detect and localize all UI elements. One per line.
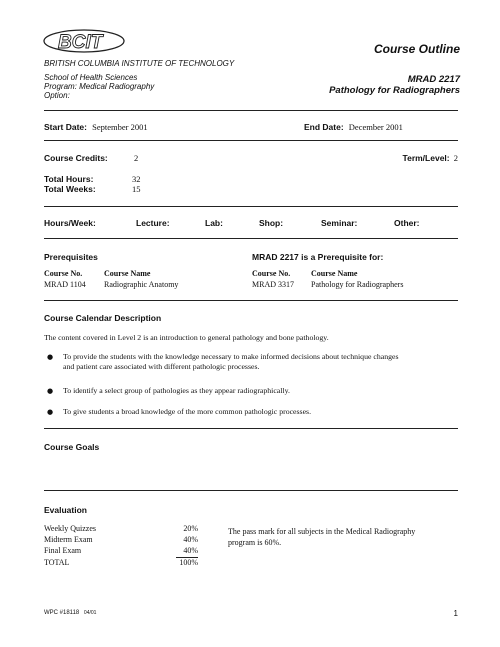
- weeks-value: 15: [132, 184, 141, 194]
- prereq-for-title: MRAD 2217 is a Prerequisite for:: [252, 252, 384, 262]
- divider: [44, 428, 458, 429]
- credits-label: Course Credits:: [44, 153, 108, 163]
- divider: [44, 206, 458, 207]
- description-intro: The content covered in Level 2 is an introduction to general pathology and bone pathology.: [44, 333, 329, 342]
- school-name: School of Health Sciences: [44, 73, 138, 82]
- hours-label: Total Hours:: [44, 174, 94, 184]
- eval-value: 40%: [183, 546, 198, 555]
- page-number: 1: [453, 609, 458, 618]
- bullet-1-line-1: To provide the students with the knowledge necessary to make informed decisions about technique changes: [63, 352, 399, 361]
- eval-label: Weekly Quizzes: [44, 524, 96, 533]
- bullet-icon: ●: [47, 353, 54, 361]
- bullet-icon: ●: [47, 387, 54, 395]
- prereq-row-no: MRAD 1104: [44, 280, 86, 289]
- footer-code-suffix: 04/01: [83, 610, 97, 616]
- evaluation-title: Evaluation: [44, 505, 87, 515]
- bcit-logo: [40, 26, 128, 62]
- divider: [44, 238, 458, 239]
- end-date: [304, 122, 403, 132]
- prereq-for-col-name: Course Name: [311, 269, 358, 278]
- bullet-2: To identify a select group of pathologies as they appear radiographically.: [63, 386, 290, 395]
- end-date-label: End Date:: [304, 122, 344, 132]
- hours-week-label: Hours/Week:: [44, 218, 96, 228]
- bullet-icon: ●: [47, 408, 54, 416]
- bullet-1-line-2: and patient care associated with different pathologic processes.: [63, 362, 260, 371]
- doc-type: Course Outline: [373, 42, 460, 56]
- bullet-3: To give students a broad knowledge of the more common pathologic processes.: [63, 407, 312, 416]
- goals-title: Course Goals: [44, 442, 100, 452]
- eval-label: Final Exam: [44, 546, 82, 555]
- start-date-value: September 2001: [92, 122, 148, 132]
- eval-label: TOTAL: [44, 558, 70, 567]
- lab-label: Lab:: [205, 218, 223, 228]
- divider: [44, 140, 458, 141]
- divider: [44, 300, 458, 301]
- pass-mark-line-1: The pass mark for all subjects in the Medical Radiography: [228, 527, 416, 536]
- eval-value: 100%: [179, 558, 198, 567]
- footer-code-text: WPC #18118: [44, 610, 80, 616]
- prerequisites-title: Prerequisites: [44, 252, 98, 262]
- divider: [44, 110, 458, 111]
- hours-value: 32: [132, 174, 141, 184]
- term-value: 2: [453, 153, 458, 163]
- institute-name: BRITISH COLUMBIA INSTITUTE OF TECHNOLOGY: [44, 59, 235, 68]
- pass-mark-line-2: program is 60%.: [228, 538, 282, 547]
- prereq-row-name: Radiographic Anatomy: [104, 280, 179, 289]
- program-name: Program: Medical Radiography: [44, 82, 155, 91]
- weeks-label: Total Weeks:: [44, 184, 96, 194]
- prereq-for-row-name: Pathology for Radiographers: [311, 280, 404, 289]
- footer-code: [44, 610, 96, 616]
- start-date-label: Start Date:: [44, 122, 87, 132]
- other-label: Other:: [394, 218, 420, 228]
- prereq-col-name: Course Name: [104, 269, 151, 278]
- divider: [44, 490, 458, 491]
- end-date-value: December 2001: [348, 122, 403, 132]
- prereq-for-row-no: MRAD 3317: [252, 280, 295, 289]
- term-label: Term/Level:: [402, 153, 450, 163]
- prereq-col-no: Course No.: [44, 269, 83, 278]
- prereq-for-col-no: Course No.: [252, 269, 291, 278]
- logo-text: BCIT: [58, 32, 103, 53]
- description-title: Course Calendar Description: [44, 313, 162, 323]
- eval-label: Midterm Exam: [44, 535, 93, 544]
- seminar-label: Seminar:: [321, 218, 358, 228]
- option-label: Option:: [44, 91, 70, 100]
- credits-value: 2: [134, 153, 139, 163]
- shop-label: Shop:: [259, 218, 284, 228]
- lecture-label: Lecture:: [136, 218, 170, 228]
- term-level: [403, 153, 458, 163]
- start-date: [44, 122, 148, 132]
- eval-value: 40%: [183, 535, 198, 544]
- course-title: Pathology for Radiographers: [329, 85, 460, 96]
- eval-value: 20%: [183, 524, 198, 533]
- course-code: MRAD 2217: [407, 74, 460, 85]
